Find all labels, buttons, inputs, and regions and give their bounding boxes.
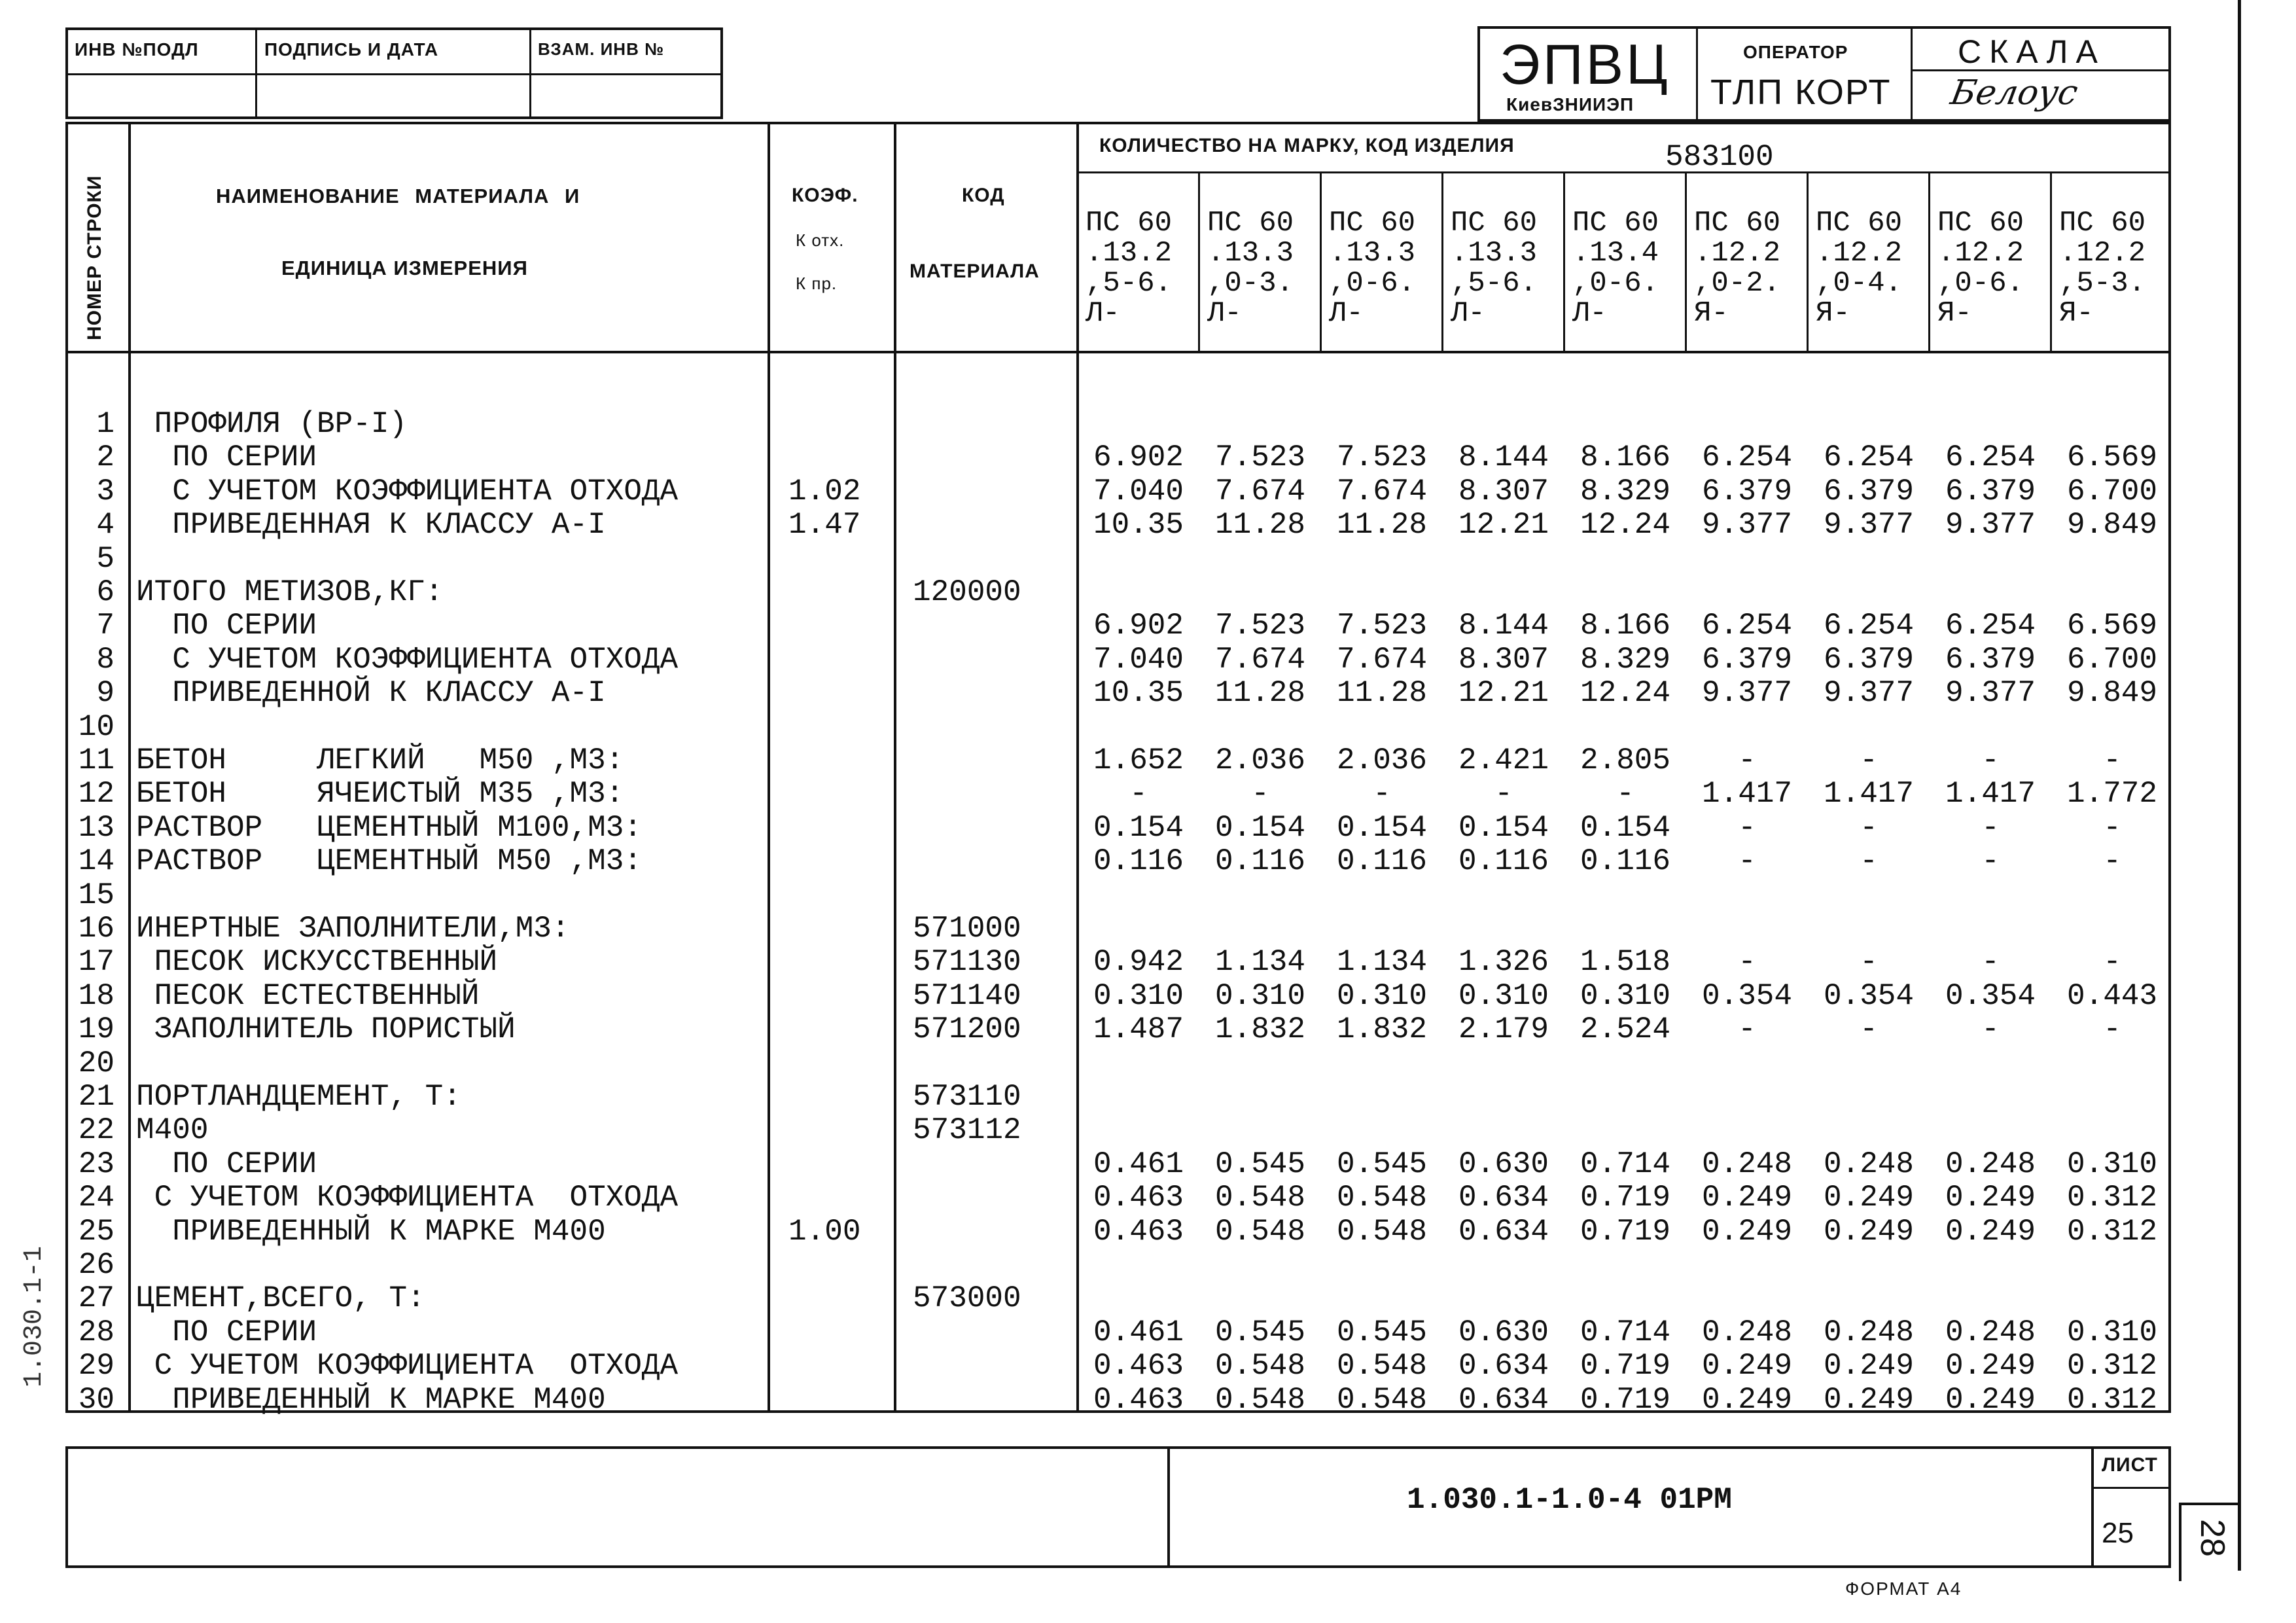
quantity-cell: 0.463 — [1093, 1382, 1184, 1417]
quantity-cell: 0.463 — [1093, 1214, 1184, 1249]
quantity-cell: 1.518 — [1580, 945, 1671, 980]
sheet-number: 25 — [2102, 1517, 2134, 1549]
quantity-cell: 0.463 — [1093, 1349, 1184, 1383]
quantity-cell: 1.772 — [2066, 777, 2158, 812]
material-name: ПЕСОК ИСКУССТВЕННЫЙ — [136, 945, 498, 980]
row-number: 7 — [96, 609, 115, 643]
quantity-cell: 0.461 — [1093, 1147, 1184, 1181]
material-name: М400 — [136, 1113, 209, 1148]
quantity-cell: 6.379 — [1945, 642, 2036, 677]
quantity-cell: 0.548 — [1336, 1181, 1428, 1215]
product-column-header: ПС 60 .13.3 ,0-6. Л- — [1329, 207, 1416, 330]
quantity-cell: 1.417 — [1945, 777, 2036, 812]
material-name: ЦЕМЕНТ,ВСЕГО, Т: — [136, 1281, 425, 1316]
quantity-cell: 6.569 — [2066, 609, 2158, 643]
material-code: 573110 — [913, 1080, 1021, 1114]
signature: Белоус — [1947, 73, 2081, 113]
quantity-cell: 0.249 — [1945, 1181, 2036, 1215]
quantity-cell: - — [1860, 945, 1878, 980]
side-page-number: 28 — [2193, 1519, 2231, 1557]
quantity-cell: - — [1738, 743, 1756, 777]
quantity-cell: 0.248 — [1945, 1147, 2036, 1181]
quantity-cell: 0.942 — [1093, 945, 1184, 980]
coefficient: 1.47 — [788, 508, 861, 543]
quantity-cell: 0.249 — [1945, 1349, 2036, 1383]
quantity-cell: 0.248 — [1701, 1315, 1793, 1349]
product-column-header: ПС 60 .13.2 ,5-6. Л- — [1086, 207, 1173, 330]
product-column-header: ПС 60 .12.2 ,0-6. Я- — [1937, 207, 2024, 330]
quantity-cell: 11.28 — [1214, 508, 1306, 543]
material-code: 120000 — [913, 575, 1021, 609]
quantity-cell: 6.254 — [1701, 440, 1793, 475]
operator-value: ТЛП КОРТ — [1710, 73, 1892, 112]
quantity-cell: 0.312 — [2066, 1349, 2158, 1383]
material-name: ПРИВЕДЕННАЯ К КЛАССУ А-I — [136, 508, 606, 543]
quantity-cell: 1.417 — [1823, 777, 1915, 812]
quantity-cell: 12.21 — [1458, 676, 1549, 711]
quantity-cell: 0.714 — [1580, 1315, 1671, 1349]
coef-header-3: К пр. — [796, 274, 838, 293]
quantity-cell: 0.154 — [1458, 810, 1549, 845]
row-number: 30 — [78, 1382, 115, 1417]
quantity-cell: 6.254 — [1823, 609, 1915, 643]
quantity-cell: 0.548 — [1214, 1349, 1306, 1383]
quantity-cell: 9.377 — [1701, 676, 1793, 711]
quantity-cell: 0.719 — [1580, 1349, 1671, 1383]
row-number: 23 — [78, 1147, 115, 1181]
quantity-cell: 0.545 — [1336, 1315, 1428, 1349]
quantity-cell: 0.310 — [1093, 978, 1184, 1013]
quantity-cell: 10.35 — [1093, 676, 1184, 711]
quantity-cell: 0.249 — [1701, 1181, 1793, 1215]
quantity-cell: 0.116 — [1336, 844, 1428, 879]
quantity-cell: 8.329 — [1580, 474, 1671, 508]
quantity-cell: 1.134 — [1214, 945, 1306, 980]
row-number: 12 — [78, 777, 115, 812]
material-name: ПРИВЕДЕННЫЙ К МАРКЕ М400 — [136, 1382, 606, 1417]
quantity-cell: - — [1860, 810, 1878, 845]
row-number: 21 — [78, 1080, 115, 1114]
quantity-cell: - — [1616, 777, 1634, 812]
row-number: 15 — [78, 878, 115, 912]
quantity-cell: 6.700 — [2066, 642, 2158, 677]
quantity-cell: 0.310 — [1336, 978, 1428, 1013]
product-column-header: ПС 60 .12.2 ,0-2. Я- — [1694, 207, 1781, 330]
quantity-cell: 0.248 — [1945, 1315, 2036, 1349]
row-number: 3 — [96, 474, 115, 508]
quantity-cell: - — [2103, 810, 2121, 845]
quantity-cell: - — [1251, 777, 1269, 812]
material-name: ПО СЕРИИ — [136, 440, 317, 475]
quantity-cell: - — [1738, 945, 1756, 980]
quantity-cell: 0.248 — [1823, 1147, 1915, 1181]
material-name: С УЧЕТОМ КОЭФФИЦИЕНТА ОТХОДА — [136, 1349, 679, 1383]
system-name: СКАЛА — [1958, 33, 2106, 70]
stamp-label-sign: ПОДПИСЬ И ДАТА — [264, 39, 439, 60]
quantity-cell: 2.421 — [1458, 743, 1549, 777]
quantity-cell: 0.310 — [1214, 978, 1306, 1013]
quantity-cell: 0.548 — [1214, 1382, 1306, 1417]
quantity-cell: 0.548 — [1336, 1214, 1428, 1249]
quantity-cell: 1.832 — [1336, 1012, 1428, 1047]
quantity-cell: 12.24 — [1580, 676, 1671, 711]
quantity-cell: 0.312 — [2066, 1382, 2158, 1417]
row-number: 19 — [78, 1012, 115, 1047]
quantity-cell: 0.463 — [1093, 1181, 1184, 1215]
quantity-cell: 0.249 — [1945, 1214, 2036, 1249]
quantity-cell: 0.634 — [1458, 1349, 1549, 1383]
material-name: ПЕСОК ЕСТЕСТВЕННЫЙ — [136, 978, 480, 1013]
quantity-cell: 0.310 — [1580, 978, 1671, 1013]
quantity-cell: 0.154 — [1336, 810, 1428, 845]
quantity-cell: - — [2103, 945, 2121, 980]
row-number: 17 — [78, 945, 115, 980]
quantity-cell: 0.719 — [1580, 1382, 1671, 1417]
quantity-cell: 9.849 — [2066, 508, 2158, 543]
quantity-cell: - — [1129, 777, 1148, 812]
quantity-cell: 0.548 — [1214, 1214, 1306, 1249]
material-code: 573112 — [913, 1113, 1021, 1148]
name-header-line1: НАИМЕНОВАНИЕ МАТЕРИАЛА И — [216, 185, 580, 207]
product-column-header: ПС 60 .12.2 ,5-3. Я- — [2059, 207, 2146, 330]
quantity-cell: - — [1738, 844, 1756, 879]
material-name: С УЧЕТОМ КОЭФФИЦИЕНТА ОТХОДА — [136, 1181, 679, 1215]
quantity-cell: 1.652 — [1093, 743, 1184, 777]
quantity-cell: 2.805 — [1580, 743, 1671, 777]
quantity-cell: 6.254 — [1945, 609, 2036, 643]
row-number: 4 — [96, 508, 115, 543]
quantity-cell: - — [1373, 777, 1391, 812]
quantity-cell: 0.248 — [1823, 1315, 1915, 1349]
material-name: ПОРТЛАНДЦЕМЕНТ, Т: — [136, 1080, 461, 1114]
material-name: ПРОФИЛЯ (ВР-I) — [136, 407, 408, 441]
stamp-label-inv: ИНВ №ПОДЛ — [75, 39, 199, 60]
quantity-cell: 6.569 — [2066, 440, 2158, 475]
quantity-cell: 0.719 — [1580, 1214, 1671, 1249]
quantity-cell: 0.461 — [1093, 1315, 1184, 1349]
quantity-cell: 6.379 — [1701, 474, 1793, 508]
row-number: 20 — [78, 1046, 115, 1080]
quantity-cell: 0.630 — [1458, 1147, 1549, 1181]
row-number: 11 — [78, 743, 115, 777]
quantity-cell: 12.21 — [1458, 508, 1549, 543]
row-number: 22 — [78, 1113, 115, 1148]
quantity-cell: 0.545 — [1214, 1147, 1306, 1181]
row-number: 14 — [78, 844, 115, 879]
quantity-cell: 10.35 — [1093, 508, 1184, 543]
row-number: 29 — [78, 1349, 115, 1383]
quantity-cell: - — [1738, 810, 1756, 845]
org-subname: КиевЗНИИЭП — [1506, 94, 1634, 115]
quantity-cell: 0.548 — [1214, 1181, 1306, 1215]
quantity-cell: - — [1981, 1012, 2000, 1047]
quantity-cell: 0.249 — [1701, 1214, 1793, 1249]
row-number: 6 — [96, 575, 115, 609]
quantity-cell: 1.487 — [1093, 1012, 1184, 1047]
quantity-cell: - — [1860, 743, 1878, 777]
quantity-cell: 9.377 — [1823, 676, 1915, 711]
quantity-cell: 0.312 — [2066, 1181, 2158, 1215]
margin-code: 1.030.1-1 — [20, 1245, 49, 1387]
quantity-cell: 0.354 — [1823, 978, 1915, 1013]
material-name: С УЧЕТОМ КОЭФФИЦИЕНТА ОТХОДА — [136, 474, 679, 508]
quantity-cell: 8.166 — [1580, 440, 1671, 475]
quantity-cell: 8.307 — [1458, 474, 1549, 508]
quantity-cell: 2.036 — [1336, 743, 1428, 777]
name-header-line2: ЕДИНИЦА ИЗМЕРЕНИЯ — [281, 257, 528, 279]
quantity-cell: 0.154 — [1580, 810, 1671, 845]
code-header-1: КОД — [962, 185, 1005, 206]
row-number: 10 — [78, 709, 115, 744]
quantity-cell: - — [1860, 1012, 1878, 1047]
quantity-cell: 0.116 — [1093, 844, 1184, 879]
material-name: ПРИВЕДЕННЫЙ К МАРКЕ М400 — [136, 1214, 606, 1249]
qty-header: КОЛИЧЕСТВО НА МАРКУ, КОД ИЗДЕЛИЯ — [1099, 135, 1515, 156]
quantity-cell: 11.28 — [1336, 508, 1428, 543]
quantity-cell: 0.443 — [2066, 978, 2158, 1013]
quantity-cell: 11.28 — [1214, 676, 1306, 711]
quantity-cell: 0.249 — [1701, 1349, 1793, 1383]
operator-label: ОПЕРАТОР — [1743, 42, 1848, 62]
quantity-cell: 0.310 — [2066, 1315, 2158, 1349]
product-code: 583100 — [1665, 140, 1774, 174]
row-number: 28 — [78, 1315, 115, 1349]
quantity-cell: - — [2103, 844, 2121, 879]
material-name: ИНЕРТНЫЕ ЗАПОЛНИТЕЛИ,М3: — [136, 912, 570, 946]
product-column-header: ПС 60 .13.3 ,0-3. Л- — [1207, 207, 1294, 330]
title-block — [1477, 26, 2171, 122]
quantity-cell: - — [1981, 945, 2000, 980]
quantity-cell: 6.379 — [1823, 474, 1915, 508]
material-name: ПО СЕРИИ — [136, 1147, 317, 1181]
quantity-cell: 7.674 — [1336, 642, 1428, 677]
quantity-cell: 8.144 — [1458, 440, 1549, 475]
material-name: ПО СЕРИИ — [136, 609, 317, 643]
quantity-cell: 6.254 — [1945, 440, 2036, 475]
quantity-cell: 7.523 — [1336, 440, 1428, 475]
quantity-cell: 6.379 — [1701, 642, 1793, 677]
quantity-cell: - — [1860, 844, 1878, 879]
material-name: РАСТВОР ЦЕМЕНТНЫЙ М50 ,М3: — [136, 844, 642, 879]
quantity-cell: 0.116 — [1458, 844, 1549, 879]
row-number: 24 — [78, 1181, 115, 1215]
quantity-cell: 0.249 — [1823, 1382, 1915, 1417]
quantity-cell: 0.154 — [1214, 810, 1306, 845]
row-number-header: НОМЕР СТРОКИ — [84, 175, 105, 340]
material-code: 573000 — [913, 1281, 1021, 1316]
quantity-cell: 0.310 — [1458, 978, 1549, 1013]
quantity-cell: 6.379 — [1945, 474, 2036, 508]
document-code: 1.030.1-1.0-4 01РМ — [1407, 1483, 1732, 1517]
quantity-cell: 1.417 — [1701, 777, 1793, 812]
quantity-cell: 0.354 — [1701, 978, 1793, 1013]
row-number: 13 — [78, 810, 115, 845]
material-name: БЕТОН ЯЧЕИСТЫЙ М35 ,М3: — [136, 777, 624, 812]
quantity-cell: 0.714 — [1580, 1147, 1671, 1181]
row-number: 2 — [96, 440, 115, 475]
coef-header-1: КОЭФ. — [792, 185, 858, 206]
quantity-cell: - — [1981, 743, 2000, 777]
quantity-cell: 0.719 — [1580, 1181, 1671, 1215]
product-column-header: ПС 60 .12.2 ,0-4. Я- — [1816, 207, 1903, 330]
row-number: 16 — [78, 912, 115, 946]
quantity-cell: 7.523 — [1336, 609, 1428, 643]
quantity-cell: 0.249 — [1823, 1181, 1915, 1215]
org-name: ЭПВЦ — [1500, 33, 1670, 96]
material-name: С УЧЕТОМ КОЭФФИЦИЕНТА ОТХОДА — [136, 642, 679, 677]
quantity-cell: 1.326 — [1458, 945, 1549, 980]
quantity-cell: 0.116 — [1214, 844, 1306, 879]
quantity-cell: 8.144 — [1458, 609, 1549, 643]
material-name: БЕТОН ЛЕГКИЙ М50 ,М3: — [136, 743, 624, 777]
quantity-cell: 8.307 — [1458, 642, 1549, 677]
quantity-cell: 7.674 — [1336, 474, 1428, 508]
quantity-cell: 0.312 — [2066, 1214, 2158, 1249]
row-number: 25 — [78, 1214, 115, 1249]
quantity-cell: 7.674 — [1214, 642, 1306, 677]
quantity-cell: 0.249 — [1945, 1382, 2036, 1417]
coefficient: 1.00 — [788, 1214, 861, 1249]
quantity-cell: 6.254 — [1823, 440, 1915, 475]
quantity-cell: 0.634 — [1458, 1382, 1549, 1417]
quantity-cell: 0.548 — [1336, 1382, 1428, 1417]
quantity-cell: 9.377 — [1823, 508, 1915, 543]
quantity-cell: 2.036 — [1214, 743, 1306, 777]
quantity-cell: 1.832 — [1214, 1012, 1306, 1047]
quantity-cell: 9.377 — [1945, 676, 2036, 711]
quantity-cell: 7.523 — [1214, 609, 1306, 643]
quantity-cell: 9.849 — [2066, 676, 2158, 711]
row-number: 27 — [78, 1281, 115, 1316]
quantity-cell: 8.329 — [1580, 642, 1671, 677]
quantity-cell: 0.249 — [1823, 1214, 1915, 1249]
quantity-cell: 0.354 — [1945, 978, 2036, 1013]
quantity-cell: 0.630 — [1458, 1315, 1549, 1349]
material-name: ЗАПОЛНИТЕЛЬ ПОРИСТЫЙ — [136, 1012, 516, 1047]
material-code: 571000 — [913, 912, 1021, 946]
material-code: 571140 — [913, 978, 1021, 1013]
sheet-label: ЛИСТ — [2102, 1454, 2158, 1476]
quantity-cell: 11.28 — [1336, 676, 1428, 711]
product-column-header: ПС 60 .13.4 ,0-6. Л- — [1572, 207, 1659, 330]
quantity-cell: 7.040 — [1093, 474, 1184, 508]
quantity-cell: 0.248 — [1701, 1147, 1793, 1181]
quantity-cell: - — [1981, 810, 2000, 845]
quantity-cell: 0.545 — [1214, 1315, 1306, 1349]
quantity-cell: 0.634 — [1458, 1214, 1549, 1249]
quantity-cell: 6.902 — [1093, 440, 1184, 475]
quantity-cell: - — [1738, 1012, 1756, 1047]
quantity-cell: 2.524 — [1580, 1012, 1671, 1047]
quantity-cell: 9.377 — [1945, 508, 2036, 543]
quantity-cell: 0.634 — [1458, 1181, 1549, 1215]
material-name: ПО СЕРИИ — [136, 1315, 317, 1349]
quantity-cell: 6.254 — [1701, 609, 1793, 643]
quantity-cell: - — [2103, 743, 2121, 777]
stamp-label-replace: ВЗАМ. ИНВ № — [538, 39, 665, 59]
footer-block — [65, 1446, 2171, 1568]
material-code: 571200 — [913, 1012, 1021, 1047]
quantity-cell: - — [1981, 844, 2000, 879]
coefficient: 1.02 — [788, 474, 861, 508]
row-number: 26 — [78, 1248, 115, 1282]
quantity-cell: - — [1494, 777, 1513, 812]
format-label: ФОРМАТ А4 — [1845, 1578, 1962, 1599]
quantity-cell: 1.134 — [1336, 945, 1428, 980]
row-number: 1 — [96, 407, 115, 441]
row-number: 18 — [78, 978, 115, 1013]
quantity-cell: 0.548 — [1336, 1349, 1428, 1383]
product-column-header: ПС 60 .13.3 ,5-6. Л- — [1451, 207, 1538, 330]
quantity-cell: 0.116 — [1580, 844, 1671, 879]
quantity-cell: 0.249 — [1701, 1382, 1793, 1417]
material-name: ПРИВЕДЕННОЙ К КЛАССУ А-I — [136, 676, 606, 711]
quantity-cell: 8.166 — [1580, 609, 1671, 643]
approval-stamp — [65, 27, 723, 119]
quantity-cell: - — [2103, 1012, 2121, 1047]
code-header-2: МАТЕРИАЛА — [910, 260, 1040, 282]
quantity-cell: 0.249 — [1823, 1349, 1915, 1383]
quantity-cell: 6.379 — [1823, 642, 1915, 677]
row-number: 9 — [96, 676, 115, 711]
row-number: 5 — [96, 541, 115, 576]
quantity-cell: 0.154 — [1093, 810, 1184, 845]
material-name: ИТОГО МЕТИЗОВ,КГ: — [136, 575, 444, 609]
quantity-cell: 7.674 — [1214, 474, 1306, 508]
material-code: 571130 — [913, 945, 1021, 980]
quantity-cell: 7.040 — [1093, 642, 1184, 677]
quantity-cell: 9.377 — [1701, 508, 1793, 543]
coef-header-2: К отх. — [796, 230, 845, 250]
quantity-cell: 2.179 — [1458, 1012, 1549, 1047]
row-number: 8 — [96, 642, 115, 677]
quantity-cell: 6.902 — [1093, 609, 1184, 643]
quantity-cell: 6.700 — [2066, 474, 2158, 508]
quantity-cell: 7.523 — [1214, 440, 1306, 475]
quantity-cell: 0.310 — [2066, 1147, 2158, 1181]
quantity-cell: 12.24 — [1580, 508, 1671, 543]
quantity-cell: 0.545 — [1336, 1147, 1428, 1181]
material-name: РАСТВОР ЦЕМЕНТНЫЙ М100,М3: — [136, 810, 642, 845]
